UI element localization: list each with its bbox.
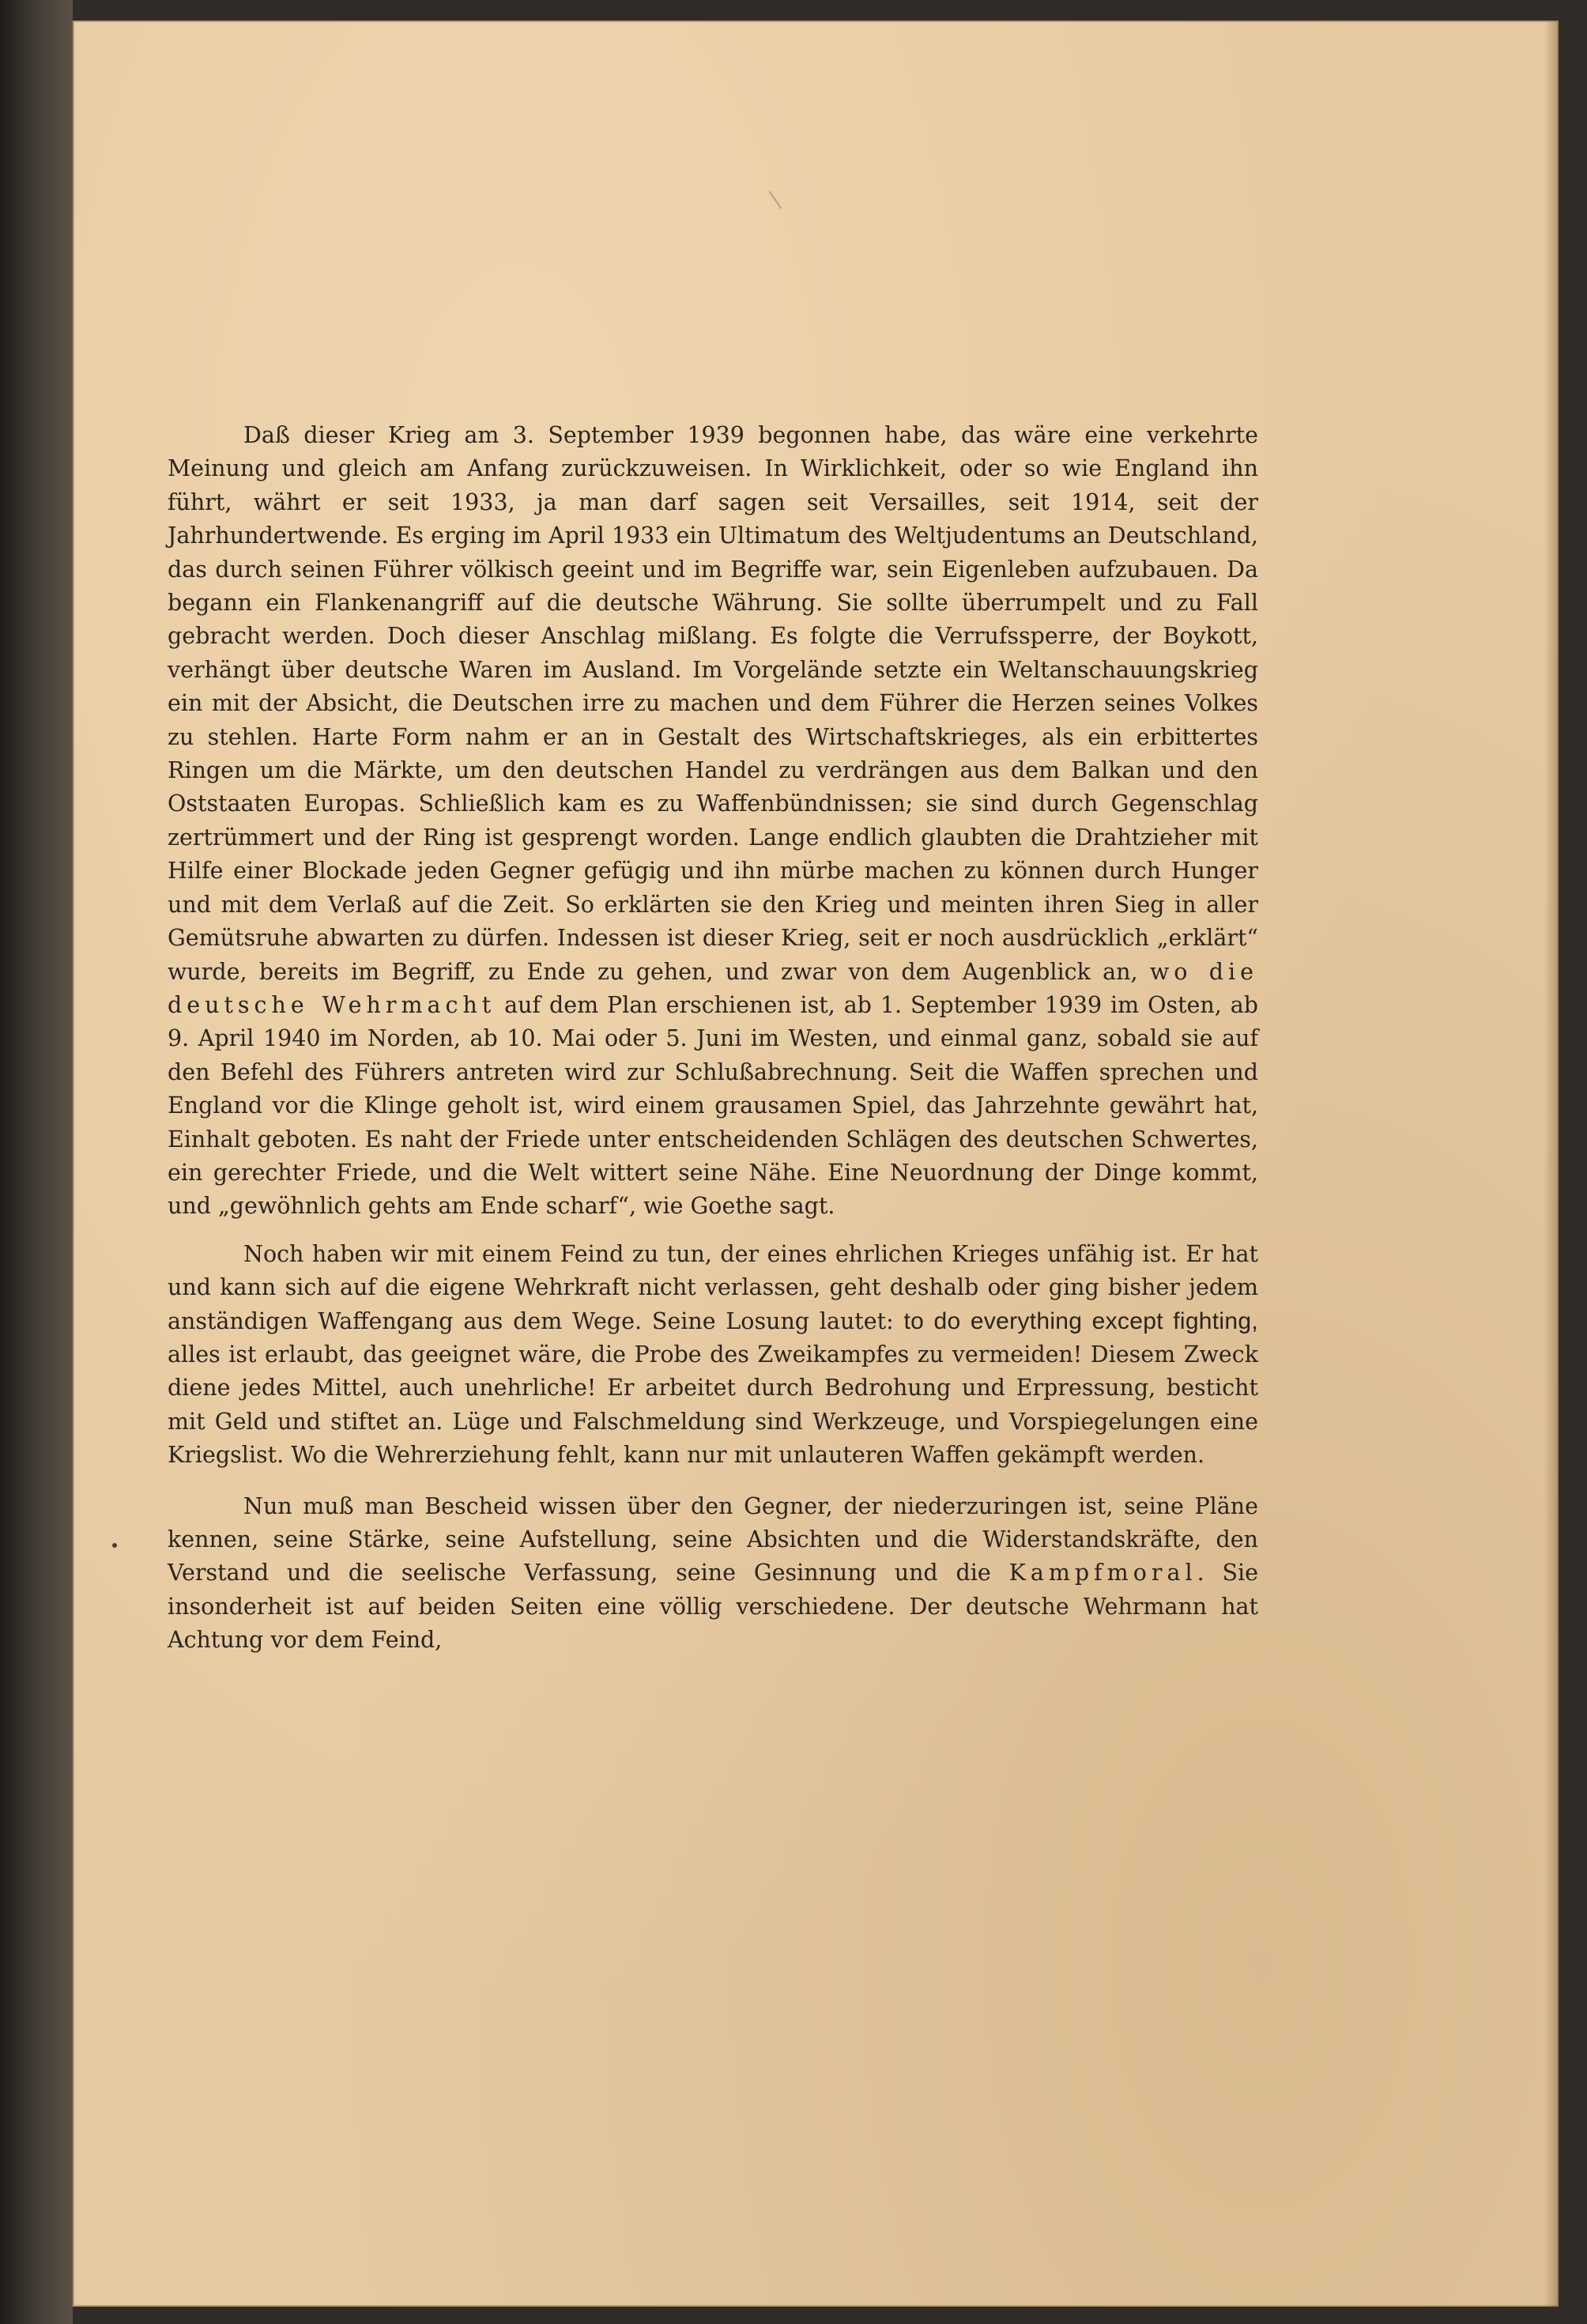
text-segment: Noch haben wir mit einem Feind zu tun, der eines ehrlichen Krieges unfähig ist. Er hat und kann sich auf die eigene Wehrkraft nicht verlassen, geht deshalb oder ging bisher jedem anständigen Waffengang aus dem Wege. Seine Losung lautet: xyxy=(168,1240,1258,1334)
text-segment: alles ist erlaubt, das geeignet wäre, die Probe des Zweikampfes zu vermeiden! Diesem Zweck diene jedes Mittel, auch unehrliche! Er arbeitet durch Bedrohung und Erpressung, besticht mit Geld und stiftet an. Lüge und Falschmeldung sind Werkzeuge, und Vorspiegelungen eine Kriegslist. Wo die Wehrerziehung fehlt, kann nur mit unlauteren Waffen gekämpft werden. xyxy=(168,1341,1258,1469)
text-segment: . Sie insonderheit ist auf beiden Seiten eine völlig verschiedene. Der deutsche Wehrmann hat Achtung vor dem Feind, xyxy=(168,1560,1258,1654)
page-edge xyxy=(1544,21,1559,2307)
english-quote: to do everything except fighting, xyxy=(903,1307,1258,1334)
text-segment-spaced: wo die deutsche Wehrmacht xyxy=(168,958,1258,1018)
paragraph-1 xyxy=(168,419,1258,1224)
body-text xyxy=(168,419,1258,1658)
text-segment: auf dem Plan erschienen ist, ab 1. September 1939 im Osten, ab 9. April 1940 im Norden, ab 10. Mai oder 5. Juni im Westen, und einmal ganz, sobald sie auf den Befehl des Führers antreten wird zur Schlußabrechnung. Seit die Waffen sprechen und England vor die Klinge geholt ist, wird einem grausamen Spiel, das Jahrzehnte gewährt hat, Einhalt geboten. Es naht der Friede unter entscheidenden Schlägen des deutschen Schwertes, ein gerechter Friede, und die Welt wittert seine Nähe. Eine Neuordnung der Dinge kommt, und „gewöhnlich gehts am Ende scharf“, wie Goethe sagt. xyxy=(168,991,1258,1220)
text-segment: Daß dieser Krieg am 3. September 1939 begonnen habe, das wäre eine verkehrte Meinung und gleich am Anfang zurückzuweisen. In Wirklichkeit, oder so wie England ihn führt, währt er seit 1933, ja man darf sagen seit Versailles, seit 1914, seit der Jahrhundertwende. Es erging im April 1933 ein Ultimatum des Weltjudentums an Deutschland, das durch seinen Führer völkisch geeint und im Begriffe war, sein Eigenleben aufzubauen. Da begann ein Flankenangriff auf die deutsche Währung. Sie sollte überrumpelt und zu Fall gebracht werden. Doch dieser Anschlag mißlang. Es folgte die Verrufssperre, der Boykott, verhängt über deutsche Waren im Ausland. Im Vorgelände setzte ein Weltanschauungskrieg ein mit der Absicht, die Deutschen irre zu machen und dem Führer die Herzen seines Volkes zu stehlen. Harte Form nahm er an in Gestalt des Wirtschaftskrieges, als ein erbittertes Ringen um die Märkte, um den deutschen Handel zu verdrängen aus dem Balkan und den Oststaaten Europas. Schließlich kam es zu Waffenbündnissen; sie sind durch Gegenschlag zertrümmert und der Ring ist gesprengt worden. Lange endlich glaubten die Drahtzieher mit Hilfe einer Blockade jeden Gegner gefügig und ihn mürbe machen zu können durch Hunger und mit dem Verlaß auf die Zeit. So erklärten sie den Krieg und meinten ihren Sieg in aller Gemütsruhe abwarten zu dürfen. Indessen ist dieser Krieg, seit er noch ausdrücklich „erklärt“ wurde, bereits im Begriff, zu Ende zu gehen, und zwar von dem Augenblick an, xyxy=(168,422,1258,985)
text-segment: Nun muß man Bescheid wissen über den Gegner, der niederzuringen ist, seine Pläne kennen, seine Stärke, seine Aufstellung, seine Absichten und die Widerstandskräfte, den Verstand und die seelische Verfassung, seine Gesinnung und die xyxy=(168,1492,1258,1586)
paragraph-3 xyxy=(168,1490,1258,1658)
margin-mark xyxy=(112,1543,117,1548)
binding-shadow xyxy=(0,0,73,2324)
paragraph-2 xyxy=(168,1238,1258,1473)
text-segment-spaced: Kampfmoral xyxy=(1008,1560,1197,1586)
